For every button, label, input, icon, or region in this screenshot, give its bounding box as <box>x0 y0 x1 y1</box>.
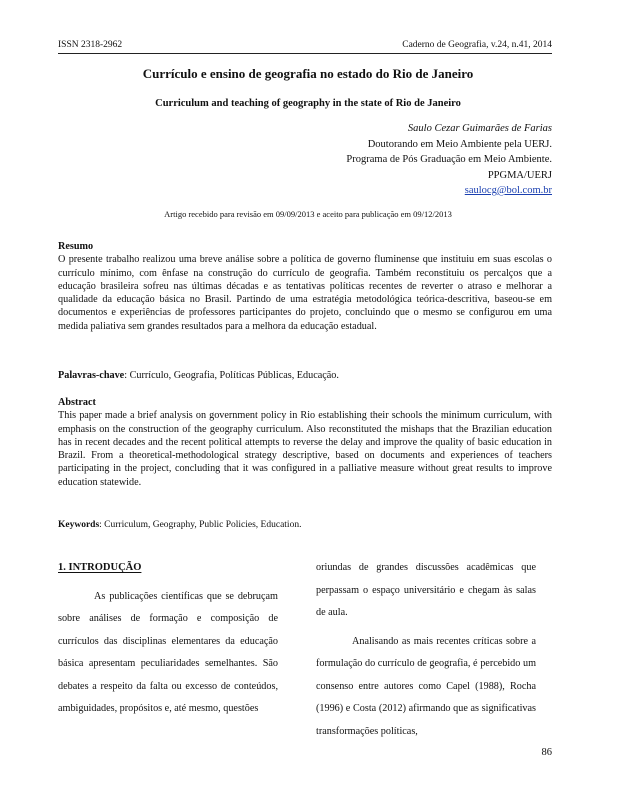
author-block <box>346 121 552 199</box>
author-email-link[interactable]: saulocg@bol.com.br <box>464 185 552 196</box>
abstract-heading: Abstract <box>58 397 96 408</box>
header-rule <box>58 53 552 54</box>
resumo-text: O presente trabalho realizou uma breve análise sobre a política de governo fluminense que instituiu em suas escolas o currículo mínimo, com ênfase na construção do currículo de geografia. Também reconstituiu os percalços que a educação brasileira sofreu nas últimas décadas e as tentativas políticas recentes de reverter o atraso e melhorar a qualidade da educação básica no Brasil. Partindo de uma estratégia metodológica teórica-descritiva, baseou-se em documentos e experiências de professores participantes do projeto, concluindo que o mesmo se configurou em uma medida paliativa sem grandes resultados para a melhora da educação estadual. <box>58 254 552 332</box>
intro-paragraph-1: As publicações científicas que se debruçam sobre análises de formação e composição de currículos das disciplinas elementares da educação básica apresentam peculiaridades semelhantes. São debates a respeito da falta ou excesso de conteúdos, ambiguidades, propósitos e, até mesmo, questões <box>58 590 278 714</box>
resumo-section <box>58 240 552 333</box>
article-title: Currículo e ensino de geografia no estado do Rio de Janeiro <box>142 66 474 81</box>
page-number: 86 <box>541 747 552 758</box>
palavras-chave <box>58 369 552 382</box>
author-affiliation-3: PPGMA/UERJ <box>487 169 552 181</box>
journal-citation: Caderno de Geografia, v.24, n.41, 2014 <box>402 40 552 50</box>
keywords-text: : Curriculum, Geography, Public Policies, Education. <box>99 520 302 530</box>
resumo-heading: Resumo <box>58 241 94 252</box>
abstract-text: This paper made a brief analysis on government policy in Rio establishing their schools the minimum curriculum, with emphasis on the construction of the geography curriculum. Also reconstituted the mishaps that the Brazilian education has in recent decades and the recent political attempts to reverse the delay and improve the quality of basic education in Brazil. From a theoretical-methodological strategy descriptive, based on documents and experiences of teachers participating in the project, concluding that it was configured in a palliative measure without great results to improve education statewide. <box>58 410 552 488</box>
section-title: 1. INTRODUÇÃO <box>58 562 142 573</box>
author-affiliation-1: Doutorando em Meio Ambiente pela UERJ. <box>367 138 552 150</box>
abstract-section <box>58 396 552 489</box>
left-column <box>58 557 278 721</box>
palavras-chave-text: : Currículo, Geografia, Políticas Públicas, Educação. <box>124 370 339 381</box>
palavras-chave-label: Palavras-chave <box>58 370 125 381</box>
received-note: Artigo recebido para revisão em 09/09/2013 e aceito para publicação em 09/12/2013 <box>164 209 452 219</box>
author-affiliation-2: Programa de Pós Graduação em Meio Ambiente. <box>346 154 552 165</box>
intro-paragraph-1-continued: oriundas de grandes discussões acadêmicas que perpassam o espaço universitário e chegam às salas de aula. <box>316 562 536 618</box>
article-subtitle: Curriculum and teaching of geography in the state of Rio de Janeiro <box>155 98 461 109</box>
author-name: Saulo Cezar Guimarães de Farias <box>407 123 552 134</box>
intro-paragraph-2: Analisando as mais recentes críticas sobre a formulação do currículo de geografia, é percebido um consenso entre autores como Capel (1988), Rocha (1996) e Costa (2012) afirmando que as significativas transformações políticas, <box>316 635 536 737</box>
keywords <box>58 519 552 532</box>
issn: ISSN 2318-2962 <box>58 40 123 50</box>
right-column <box>316 557 536 743</box>
running-header <box>58 40 552 50</box>
keywords-label: Keywords <box>58 520 100 530</box>
